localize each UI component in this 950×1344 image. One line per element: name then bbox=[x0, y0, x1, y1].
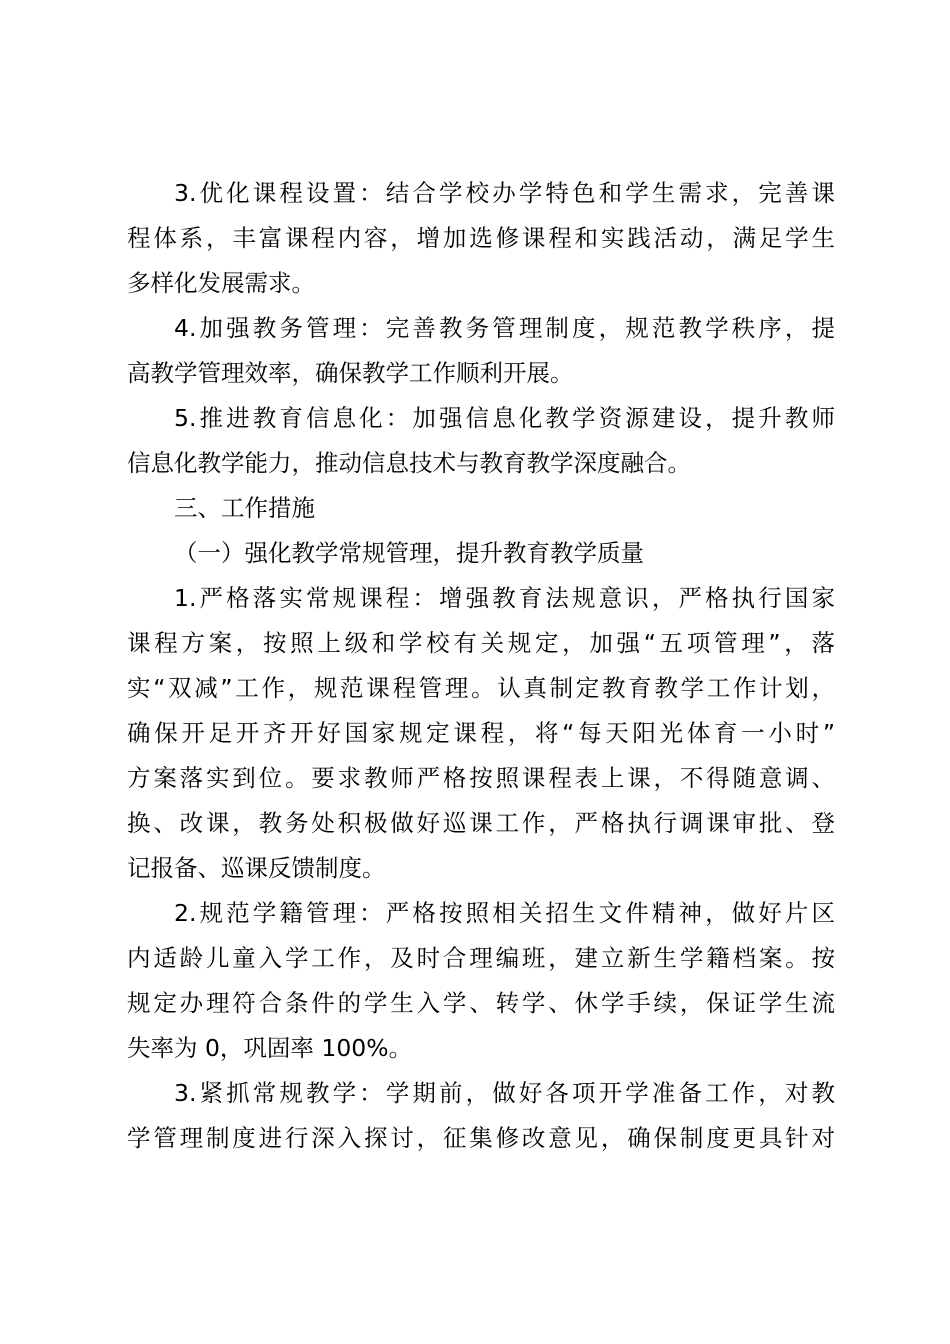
text-line: 5.推进教育信息化：加强信息化教学资源建设，提升教师 bbox=[174, 404, 835, 432]
paragraph-routine-teaching bbox=[127, 1071, 835, 1161]
text-line: 多样化发展需求。 bbox=[127, 269, 315, 297]
text-line: 高教学管理效率，确保教学工作顺利开展。 bbox=[127, 359, 574, 387]
text-line: 2.规范学籍管理：严格按照相关招生文件精神，做好片区 bbox=[174, 899, 835, 927]
text-line: 记报备、巡课反馈制度。 bbox=[127, 854, 386, 882]
text-line: 内适龄儿童入学工作，及时合理编班，建立新生学籍档案。按 bbox=[127, 944, 835, 972]
text-line: 4.加强教务管理：完善教务管理制度，规范教学秩序，提 bbox=[174, 314, 835, 342]
text-line: 确保开足开齐开好国家规定课程，将“每天阳光体育一小时” bbox=[127, 719, 835, 747]
text-line: 信息化教学能力，推动信息技术与教育教学深度融合。 bbox=[127, 449, 691, 477]
paragraph-routine-courses bbox=[127, 576, 835, 891]
section-heading-work-measures bbox=[127, 486, 835, 531]
text-line: 1.严格落实常规课程：增强教育法规意识，严格执行国家 bbox=[174, 584, 835, 612]
text-line: 3.紧抓常规教学：学期前，做好各项开学准备工作，对教 bbox=[174, 1079, 835, 1107]
paragraph-strengthen-academic-affairs bbox=[127, 306, 835, 396]
text-line: 程体系，丰富课程内容，增加选修课程和实践活动，满足学生 bbox=[127, 224, 835, 252]
subsection-heading-routine-management bbox=[127, 531, 835, 576]
text-line: 3.优化课程设置：结合学校办学特色和学生需求，完善课 bbox=[174, 179, 835, 207]
text-line: 规定办理符合条件的学生入学、转学、休学手续，保证学生流 bbox=[127, 989, 835, 1017]
text-line: 换、改课，教务处积极做好巡课工作，严格执行调课审批、登 bbox=[127, 809, 835, 837]
section-heading: 三、工作措施 bbox=[174, 494, 315, 522]
paragraph-education-informatization bbox=[127, 396, 835, 486]
paragraph-student-registration bbox=[127, 891, 835, 1071]
document-body bbox=[127, 171, 835, 1161]
subsection-heading: （一）强化教学常规管理，提升教育教学质量 bbox=[174, 539, 644, 567]
text-line: 方案落实到位。要求教师严格按照课程表上课，不得随意调、 bbox=[127, 764, 835, 792]
text-line: 课程方案，按照上级和学校有关规定，加强“五项管理”，落 bbox=[127, 629, 835, 657]
text-line: 失率为 0，巩固率 100%。 bbox=[127, 1034, 413, 1062]
paragraph-optimize-curriculum bbox=[127, 171, 835, 306]
text-line: 实“双减”工作，规范课程管理。认真制定教育教学工作计划， bbox=[127, 674, 835, 702]
text-line: 学管理制度进行深入探讨，征集修改意见，确保制度更具针对 bbox=[127, 1124, 835, 1152]
